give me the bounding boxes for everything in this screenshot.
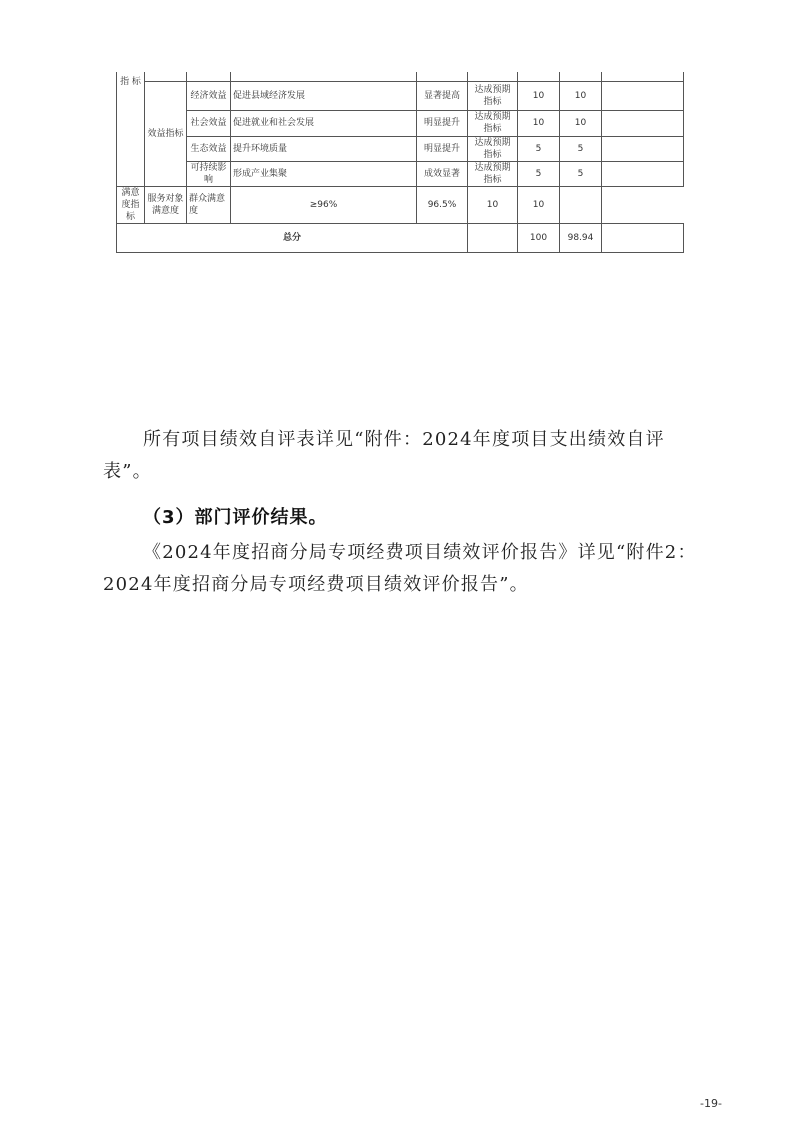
row-target: 明显提升 — [417, 110, 468, 136]
section-heading-3: （3）部门评价结果。 — [143, 507, 328, 528]
level1-label: 指 标 — [117, 72, 145, 186]
table-row — [117, 81, 684, 110]
row-target: 显著提高 — [417, 81, 468, 110]
row-score: 10 — [560, 81, 602, 110]
row-content: 提升环境质量 — [231, 136, 417, 161]
total-label: 总分 — [117, 223, 468, 252]
row-score: 5 — [560, 136, 602, 161]
group-satisfaction-label: 满意度指 标 — [117, 186, 145, 223]
row-actual: 达成预期 指标 — [468, 161, 518, 186]
row-score: 10 — [518, 186, 560, 223]
row-actual: 96.5% — [417, 186, 468, 223]
row-target: 明显提升 — [417, 136, 468, 161]
row-note — [560, 186, 602, 223]
row-score: 5 — [560, 161, 602, 186]
row-note — [602, 81, 684, 110]
page-number: -19- — [700, 1097, 722, 1110]
row-sub: 服务对象 满意度 — [145, 186, 187, 223]
table-total-row — [117, 223, 684, 252]
row-weight: 5 — [518, 136, 560, 161]
row-weight: 5 — [518, 161, 560, 186]
row-actual: 达成预期 指标 — [468, 81, 518, 110]
row-note — [602, 110, 684, 136]
row-target: 成效显著 — [417, 161, 468, 186]
group-benefit-label: 效益指标 — [145, 81, 187, 186]
row-weight: 10 — [468, 186, 518, 223]
row-note — [602, 161, 684, 186]
row-content: 形成产业集聚 — [231, 161, 417, 186]
row-sub: 生态效益 — [187, 136, 231, 161]
row-content: 促进就业和社会发展 — [231, 110, 417, 136]
row-content: 群众满意度 — [187, 186, 231, 223]
row-weight: 10 — [518, 81, 560, 110]
table-row-cut — [117, 72, 684, 81]
row-content: 促进县域经济发展 — [231, 81, 417, 110]
row-note — [602, 136, 684, 161]
row-sub: 社会效益 — [187, 110, 231, 136]
row-target: ≥96% — [231, 186, 417, 223]
paragraph-self-evaluation: 所有项目绩效自评表详见“附件：2024年度项目支出绩效自评表”。 — [103, 429, 665, 482]
paragraph-department-evaluation: 《2024年度招商分局专项经费项目绩效评价报告》详见“附件2：2024年度招商分局专项经费项目绩效评价报告”。 — [103, 542, 697, 595]
row-sub: 可持续影 响 — [187, 161, 231, 186]
total-score: 98.94 — [560, 223, 602, 252]
row-sub: 经济效益 — [187, 81, 231, 110]
performance-table — [116, 72, 684, 253]
total-weight: 100 — [518, 223, 560, 252]
table-row — [117, 136, 684, 161]
row-score: 10 — [560, 110, 602, 136]
table-row — [117, 110, 684, 136]
row-actual: 达成预期 指标 — [468, 136, 518, 161]
table-row — [117, 186, 684, 223]
table-row — [117, 161, 684, 186]
row-weight: 10 — [518, 110, 560, 136]
row-actual: 达成预期 指标 — [468, 110, 518, 136]
